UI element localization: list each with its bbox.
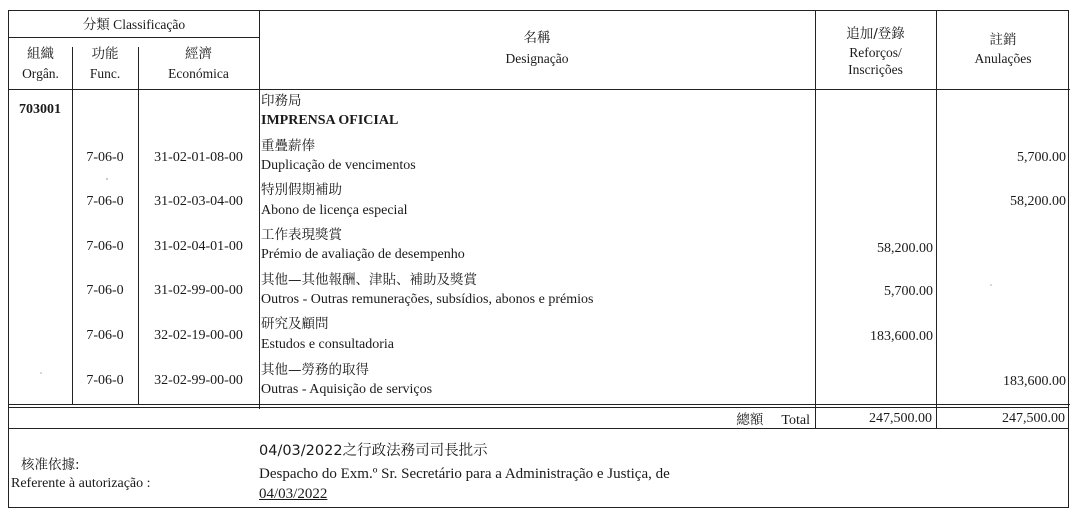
org-name-zh: 印務局 [261,93,302,109]
org-code: 703001 [19,102,61,117]
authorization-line1: 04/03/2022之行政法務司司長批示 [259,443,488,459]
total-bottom-line [9,428,1068,429]
econ-header-pt: Económica [168,66,229,81]
row-name-zh: 工作表現獎賞 [261,227,342,243]
desig-header-pt: Designação [505,51,569,66]
row-anulacoes: 5,700.00 [1017,150,1066,165]
header-sub-divider [9,37,259,38]
row-econ: 32-02-99-00-00 [154,373,243,388]
row-name-pt: Abono de licença especial [261,203,408,218]
authorization-label-pt: Referente à autorização : [11,476,151,491]
row-name-zh: 重疊薪俸 [261,138,315,154]
authorization-line3: 04/03/2022 [259,486,328,502]
total-label [600,411,810,429]
reforcos-header-pt1: Reforços/ [849,45,902,60]
row-econ: 31-02-04-01-00 [154,239,243,254]
scan-speck [40,372,42,374]
row-name-pt: Outras - Aquisição de serviços [261,382,433,397]
row-name-pt: Outros - Outras remunerações, subsídios, abonos e prémios [261,292,594,307]
anul-header-zh: 註銷 [989,32,1017,48]
col-divider-organ [72,47,73,405]
row-func: 7-06-0 [86,373,124,388]
row-func: 7-06-0 [86,239,124,254]
row-anulacoes: 183,600.00 [1003,374,1066,389]
anul-header-pt: Anulações [974,51,1032,66]
col-divider-func [138,47,139,405]
total-label-pt: Total [781,413,810,428]
row-econ: 31-02-01-08-00 [154,150,243,165]
reforcos-header-pt2: Inscrições [848,62,903,77]
row-name-zh: 特別假期補助 [261,182,342,198]
row-reforcos: 58,200.00 [877,241,933,256]
header-bottom-line [9,89,1070,90]
total-anulacoes: 247,500.00 [1002,411,1065,426]
row-name-pt: Estudos e consultadoria [261,337,394,352]
row-econ: 31-02-03-04-00 [154,194,243,209]
authorization-label-zh: 核准依據: [21,457,80,473]
row-econ: 31-02-99-00-00 [154,283,243,298]
row-name-pt: Duplicação de vencimentos [261,158,416,173]
scan-speck [106,178,108,180]
row-name-pt: Prémio de avaliação de desempenho [261,247,465,262]
row-func: 7-06-0 [86,150,124,165]
func-header-pt: Func. [89,66,121,81]
org-name-pt: IMPRENSA OFICIAL [261,113,399,128]
row-name-zh: 研究及顧問 [261,316,329,332]
row-name-zh: 其他—勞務的取得 [261,362,369,378]
econ-header-zh: 經濟 [185,46,212,62]
col-divider-econ [259,11,260,409]
organ-header-pt: Orgân. [22,66,59,81]
organ-header-zh: 組織 [27,46,54,62]
authorization-line2: Despacho do Exm.º Sr. Secretário para a Administração e Justiça, de [259,466,670,482]
scan-speck [990,284,992,286]
row-anulacoes: 58,200.00 [1010,194,1066,209]
budget-table [8,10,1069,408]
func-header-zh: 功能 [91,46,119,62]
row-func: 7-06-0 [86,283,124,298]
classification-header: 分類 Classificação [82,17,186,32]
total-top-line [9,404,1070,405]
reforcos-header-zh: 追加/登錄 [846,26,905,42]
row-func: 7-06-0 [86,328,124,343]
total-label-zh: 總額 [736,412,764,428]
row-func: 7-06-0 [86,194,124,209]
desig-header-zh: 名稱 [523,30,551,46]
row-econ: 32-02-19-00-00 [154,328,243,343]
row-reforcos: 183,600.00 [870,329,933,344]
row-reforcos: 5,700.00 [884,284,933,299]
total-reforcos: 247,500.00 [869,411,932,426]
row-name-zh: 其他—其他報酬、津貼、補助及獎賞 [261,272,477,288]
